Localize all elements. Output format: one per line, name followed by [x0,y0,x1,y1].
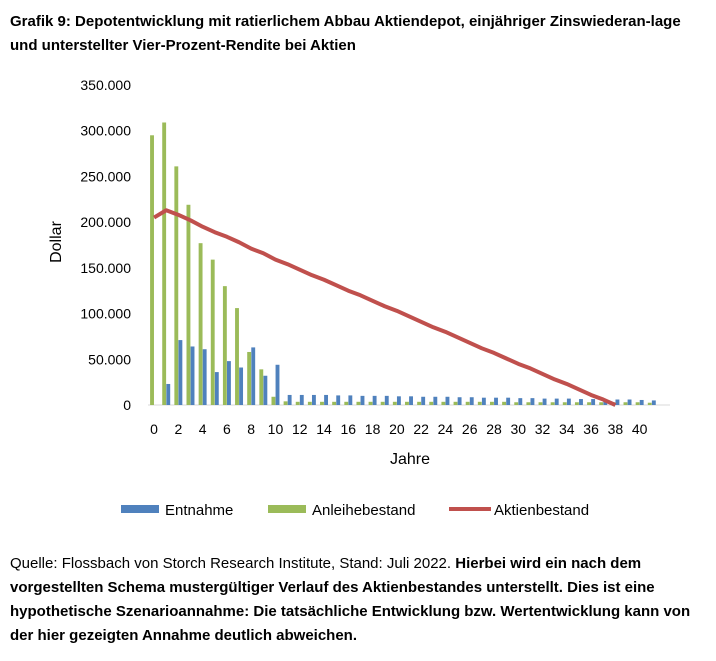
bar-entnahme [203,349,207,405]
bar-anleihebestand [636,402,640,405]
bar-entnahme [628,400,632,405]
bar-anleihebestand [332,402,336,405]
legend-label: Aktienbestand [494,502,590,519]
bar-entnahme [324,395,328,405]
bar-anleihebestand [429,402,433,405]
bar-entnahme [518,398,522,405]
bar-entnahme [652,400,656,405]
x-tick-label: 22 [413,421,429,437]
bar-entnahme [215,372,219,405]
bar-entnahme [482,398,486,405]
bar-entnahme [446,397,450,405]
x-tick-label: 6 [223,421,231,437]
bar-entnahme [251,347,255,405]
source-plain: Quelle: Flossbach von Storch Research Institute, Stand: Juli 2022. [10,555,456,572]
bar-anleihebestand [587,402,591,405]
bar-anleihebestand [466,402,470,405]
y-tick-label: 300.000 [80,122,131,139]
bar-anleihebestand [223,286,227,405]
bar-anleihebestand [247,352,251,405]
bar-entnahme [288,395,292,405]
bar-anleihebestand [271,397,275,405]
x-tick-label: 32 [534,421,551,437]
bar-anleihebestand [320,402,324,405]
bar-entnahme [530,398,534,405]
bar-series [150,122,656,405]
bar-entnahme [178,340,182,405]
bar-anleihebestand [150,135,154,405]
bar-anleihebestand [211,260,215,405]
y-tick-label: 0 [123,397,131,413]
x-axis-label: Jahre [389,451,431,468]
bar-anleihebestand [162,122,166,405]
bar-entnahme [312,395,316,405]
y-tick-label: 150.000 [80,259,131,276]
bar-entnahme [615,400,619,405]
bar-anleihebestand [284,401,288,405]
bar-entnahme [555,399,559,405]
bar-anleihebestand [259,369,263,405]
bar-entnahme [336,395,340,405]
bar-anleihebestand [624,402,628,405]
x-tick-label: 4 [198,421,207,437]
bar-anleihebestand [187,205,191,405]
x-tick-label: 38 [607,421,624,437]
bar-entnahme [300,395,304,405]
x-tick-label: 0 [150,421,158,437]
bar-anleihebestand [369,402,373,405]
bar-entnahme [397,396,401,405]
bar-anleihebestand [235,308,239,405]
bar-anleihebestand [575,402,579,405]
bar-entnahme [373,396,377,405]
x-tick-label: 8 [247,421,256,437]
bar-entnahme [494,398,498,405]
bar-anleihebestand [356,402,360,405]
bar-anleihebestand [648,403,652,405]
bar-entnahme [640,400,644,405]
x-tick-label: 24 [437,421,454,437]
bar-entnahme [591,399,595,405]
bar-anleihebestand [296,402,300,405]
bar-anleihebestand [526,402,530,405]
x-tick-label: 20 [389,421,405,437]
bar-entnahme [239,368,243,405]
x-tick-label: 12 [291,421,308,437]
y-axis-label: Dollar [48,221,65,263]
x-tick-label: 30 [510,421,527,437]
bar-anleihebestand [599,402,603,405]
source-disclaimer: Hierbei wird ein nach dem vorgestellten Schema mustergültiger Verlauf des Aktienbestandes unterstellt. Dies ist eine hypothetische Szenarioannahme: Die tatsächliche Entwicklung bzw. Wertentwicklung kann von der hier gezeigten Annahme deutlich abweichen. [10,555,691,644]
x-tick-label: 40 [631,421,648,437]
bar-anleihebestand [551,402,555,405]
bar-anleihebestand [539,402,543,405]
bar-anleihebestand [344,402,348,405]
y-tick-label: 200.000 [80,214,131,231]
legend-swatch [121,505,159,513]
bar-anleihebestand [393,402,397,405]
bar-entnahme [227,361,231,405]
x-tick-label: 16 [340,421,357,437]
bar-entnahme [385,396,389,405]
x-tick-label: 36 [583,421,599,437]
x-tick-label: 14 [316,421,332,437]
bar-entnahme [263,376,267,405]
legend [121,502,589,519]
y-axis-tick-labels [80,77,131,413]
x-tick-label: 18 [364,421,381,437]
bar-entnahme [458,397,462,405]
chart-title: Grafik 9: Depotentwicklung mit ratierlichem Abbau Aktiendepot, einjähriger Zinswiederan-lage und unterstellter Vier-Prozent-Rendite bei Aktien [10,13,681,54]
bar-entnahme [579,399,583,405]
bar-entnahme [276,365,280,405]
bar-anleihebestand [308,402,312,405]
legend-label: Entnahme [165,502,234,519]
bar-anleihebestand [441,402,445,405]
bar-entnahme [433,397,437,405]
y-tick-label: 50.000 [88,351,131,368]
y-tick-label: 250.000 [80,168,131,185]
bar-entnahme [361,396,365,405]
bar-entnahme [348,395,352,405]
bar-entnahme [191,346,195,405]
bar-anleihebestand [514,402,518,405]
bar-entnahme [409,396,413,405]
y-tick-label: 350.000 [80,77,131,93]
bar-anleihebestand [405,402,409,405]
bar-anleihebestand [478,402,482,405]
y-tick-label: 100.000 [80,305,131,322]
bar-anleihebestand [563,402,567,405]
bar-anleihebestand [454,402,458,405]
bar-entnahme [506,398,510,405]
x-axis [148,405,670,437]
bar-entnahme [567,399,571,405]
bar-anleihebestand [199,243,203,405]
legend-label: Anleihebestand [312,502,416,519]
x-tick-label: 34 [559,421,575,437]
legend-swatch [268,505,306,513]
x-tick-label: 28 [486,421,502,437]
bar-entnahme [166,384,170,405]
bar-entnahme [543,399,547,405]
source-note [10,552,706,648]
bar-anleihebestand [490,402,494,405]
bar-anleihebestand [174,166,178,405]
x-tick-label: 26 [461,421,478,437]
bar-anleihebestand [502,402,506,405]
x-tick-label: 2 [174,421,183,437]
x-tick-label: 10 [267,421,284,437]
bar-entnahme [421,397,425,405]
bar-entnahme [470,397,474,405]
bar-anleihebestand [417,402,421,405]
bar-anleihebestand [381,402,385,405]
